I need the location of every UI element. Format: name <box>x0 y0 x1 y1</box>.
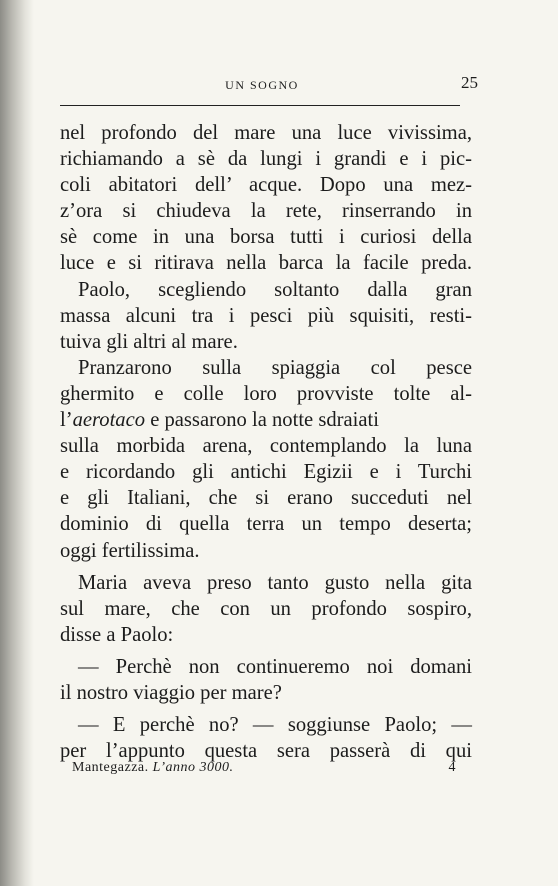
page-footer <box>72 760 456 784</box>
header-rule <box>60 105 460 106</box>
text-line: il nostro viaggio per mare? <box>60 681 282 704</box>
text-line: e ricordando gli antichi Egizii e i Turchi <box>60 461 472 484</box>
italic-word: aerotaco <box>72 409 146 432</box>
text-line: Maria aveva preso tanto gusto nella gita <box>78 571 472 594</box>
text-line <box>60 407 472 433</box>
text-line: nel profondo del mare una luce vivissima, <box>60 122 472 144</box>
text-line: e gli Italiani, che si erano succeduti nel <box>60 487 472 510</box>
body-text <box>60 120 472 764</box>
text-line: per l’appunto questa sera passerà di qui <box>60 740 472 763</box>
text-line: sul mare, che con un profondo sospiro, <box>60 597 472 620</box>
page-gutter-shadow <box>0 0 34 886</box>
text-line: coli abitatori dell’ acque. Dopo una mez- <box>60 174 472 197</box>
text-fragment: e passarono la notte sdraiati <box>145 409 379 432</box>
text-line: Pranzarono sulla spiaggia col pesce <box>78 356 472 379</box>
text-fragment: l’ <box>60 409 73 432</box>
page-number: 25 <box>461 73 478 92</box>
text-line: disse a Paolo: <box>60 623 174 646</box>
text-line: Paolo, scegliendo soltanto dalla gran <box>78 278 472 301</box>
text-line: sulla morbida arena, contemplando la luna <box>60 435 472 458</box>
text-line: ghermito e colle loro provviste tolte al- <box>60 382 472 405</box>
signature-mark: 4 <box>448 760 456 775</box>
text-line: massa alcuni tra i pesci più squisiti, resti- <box>60 304 472 327</box>
text-line: sè come in una borsa tutti i curiosi della <box>60 226 472 249</box>
text-line: luce e si ritirava nella barca la facile preda. <box>60 252 472 275</box>
text-line: z’ora si chiudeva la rete, rinserrando in <box>60 200 472 223</box>
text-line: richiamando a sè da lungi i grandi e i pic- <box>60 148 472 171</box>
page-header <box>60 70 478 94</box>
text-line: oggi fertilissima. <box>60 539 200 562</box>
text-line: dominio di quella terra un tempo deserta; <box>60 513 472 536</box>
footer-book-title: L’anno 3000. <box>152 760 234 775</box>
footer-citation <box>72 760 234 776</box>
text-line: — Perchè non continueremo noi domani <box>78 655 472 678</box>
text-line: — E perchè no? — soggiunse Paolo; — <box>78 714 472 737</box>
footer-author: Mantegazza. <box>72 760 149 775</box>
running-title: UN SOGNO <box>225 78 299 92</box>
text-line: tuiva gli altri al mare. <box>60 330 238 353</box>
